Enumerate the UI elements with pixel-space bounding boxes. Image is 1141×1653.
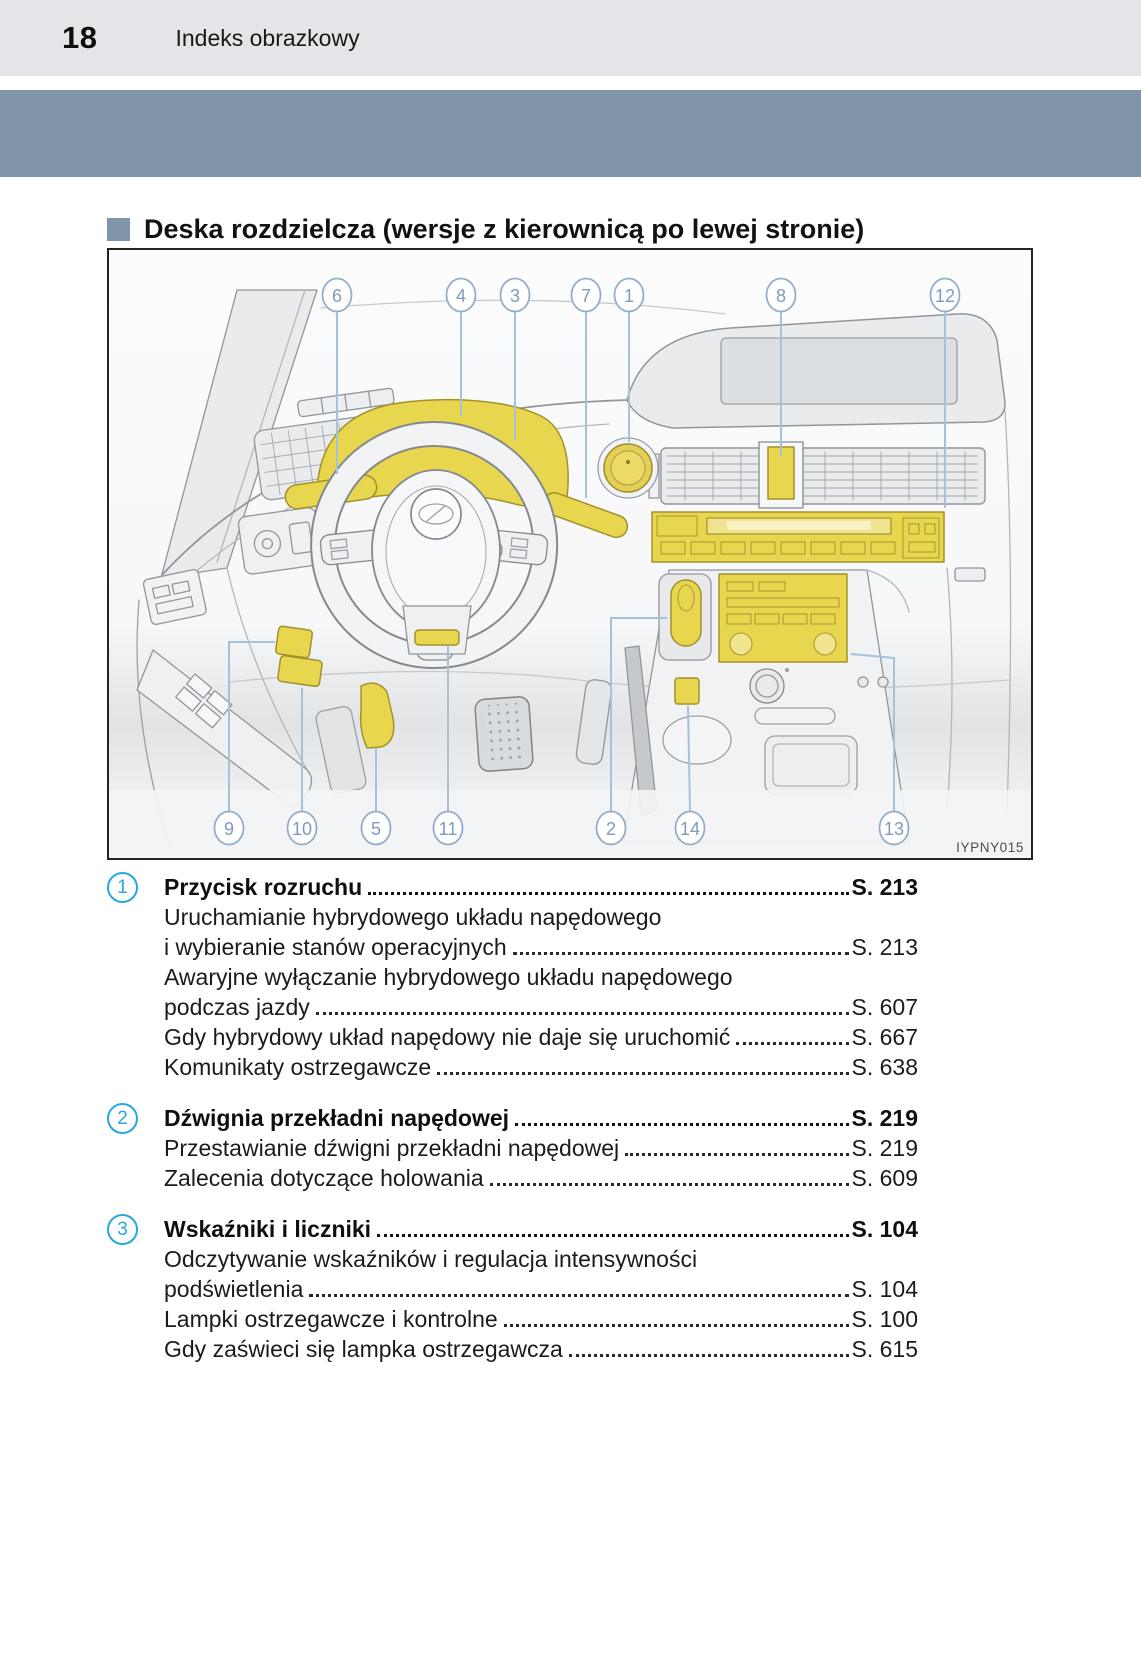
dotted-leader [504,1324,849,1327]
dotted-leader [515,1123,848,1126]
page-ref: S. 213 [851,874,918,900]
toc-label: Odczytywanie wskaźników i regulacja intensywności [164,1246,698,1272]
page-ref: S. 213 [851,934,918,960]
toc-sub-row [164,1052,918,1082]
figure-code: IYPNY015 [956,840,1024,855]
item-number-badge: 2 [107,1103,138,1134]
page-header [0,0,1141,76]
page-ref: S. 615 [851,1336,918,1362]
toc-label: Zalecenia dotyczące holowania [164,1165,484,1191]
toc-sub-row [164,1304,918,1334]
toc-main-row [164,1103,918,1133]
toc-sub-row [164,1133,918,1163]
toc-label: Dźwignia przekładni napędowej [164,1105,510,1131]
page-ref: S. 667 [851,1024,918,1050]
toc-item-rows [164,1214,918,1364]
toc-label: Gdy hybrydowy układ napędowy nie daje się uruchomić [164,1024,731,1050]
svg-text:7: 7 [580,286,592,306]
svg-text:2: 2 [605,819,617,839]
section-heading [107,214,864,245]
toc-sub-row [164,1274,918,1304]
chapter-title: Indeks obrazkowy [175,24,360,51]
svg-text:1: 1 [623,286,635,306]
toc-sub-row [164,902,918,932]
page-ref: S. 104 [851,1216,918,1242]
svg-text:11: 11 [438,819,458,839]
toc-label: Awaryjne wyłączanie hybrydowego układu napędowego [164,964,733,990]
toc-item-rows [164,872,918,1082]
toc-item [107,1103,918,1193]
svg-text:10: 10 [291,819,313,839]
page-ref: S. 609 [851,1165,918,1191]
toc-sub-row [164,992,918,1022]
item-number-badge: 3 [107,1214,138,1245]
toc-sub-row [164,932,918,962]
chapter-banner [0,90,1141,177]
toc-label: Przestawianie dźwigni przekładni napędowej [164,1135,620,1161]
dotted-leader [625,1153,848,1156]
page-ref: S. 219 [851,1135,918,1161]
dotted-leader [377,1234,848,1237]
svg-text:9: 9 [223,819,235,839]
toc-item [107,1214,918,1364]
toc-main-row [164,872,918,902]
dashboard-artwork [109,250,1031,858]
toc-label: Lampki ostrzegawcze i kontrolne [164,1306,498,1332]
page-ref: S. 219 [851,1105,918,1131]
svg-text:14: 14 [679,819,701,839]
toc-label: Uruchamianie hybrydowego układu napędowego [164,904,662,930]
toc-label: Gdy zaświeci się lampka ostrzegawcza [164,1336,563,1362]
svg-text:12: 12 [934,286,956,306]
toc-label: Komunikaty ostrzegawcze [164,1054,432,1080]
toc-sub-row [164,1022,918,1052]
toc-sub-row [164,1334,918,1364]
toc-label: podczas jazdy [164,994,310,1020]
toc-sub-row [164,1244,918,1274]
svg-text:13: 13 [883,819,905,839]
dotted-leader [368,892,848,895]
dotted-leader [309,1294,848,1297]
dashboard-diagram [107,248,1033,860]
svg-text:3: 3 [509,286,521,306]
toc [107,872,918,1364]
toc-item [107,872,918,1082]
page-ref: S. 104 [851,1276,918,1302]
svg-text:8: 8 [775,286,787,306]
svg-text:4: 4 [455,286,467,306]
svg-text:6: 6 [331,286,343,306]
dotted-leader [437,1072,848,1075]
page-ref: S. 638 [851,1054,918,1080]
toc-item-rows [164,1103,918,1193]
toc-sub-row [164,962,918,992]
toc-sub-row [164,1163,918,1193]
square-bullet-icon [107,218,130,241]
page-ref: S. 607 [851,994,918,1020]
dotted-leader [569,1354,849,1357]
toc-label: i wybieranie stanów operacyjnych [164,934,507,960]
toc-label: podświetlenia [164,1276,304,1302]
dotted-leader [316,1012,849,1015]
page-ref: S. 100 [851,1306,918,1332]
dotted-leader [513,952,849,955]
dotted-leader [736,1042,848,1045]
toc-label: Przycisk rozruchu [164,874,363,900]
toc-label: Wskaźniki i liczniki [164,1216,372,1242]
dotted-leader [490,1183,849,1186]
section-heading-text: Deska rozdzielcza (wersje z kierownicą po lewej stronie) [144,214,865,245]
toc-main-row [164,1214,918,1244]
svg-text:5: 5 [370,819,382,839]
page-number: 18 [62,20,98,55]
item-number-badge: 1 [107,872,138,903]
